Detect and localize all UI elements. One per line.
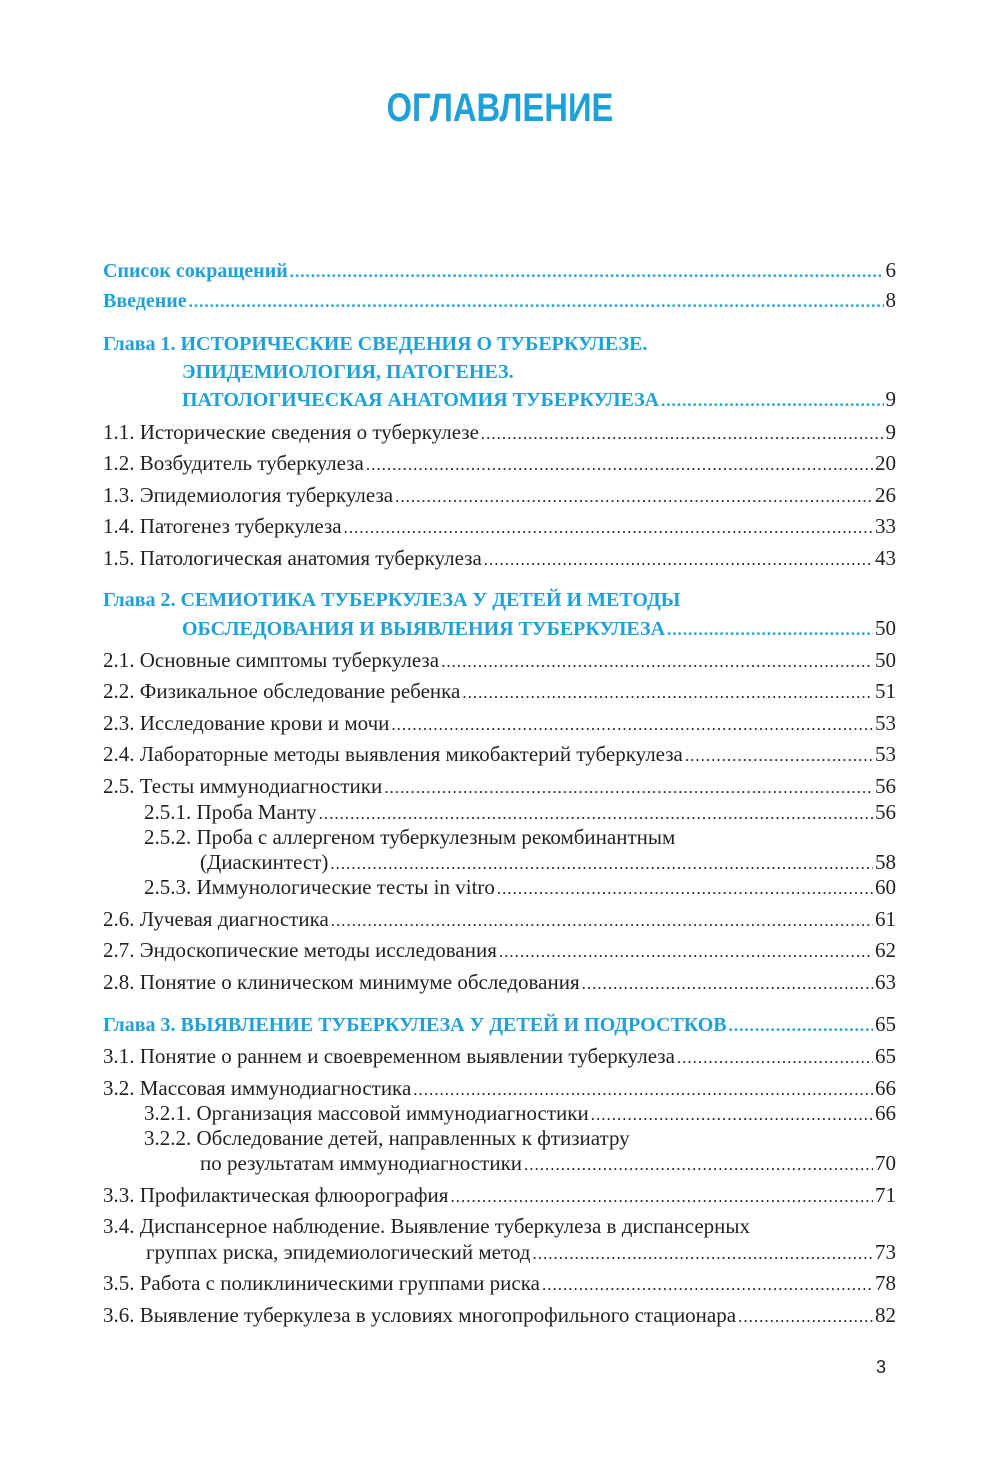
toc-entry[interactable]: 2.1. Основные симптомы туберкулеза ..... 50	[103, 648, 896, 674]
page-number: 3	[876, 1357, 887, 1377]
toc-entry[interactable]: 1.3. Эпидемиология туберкулеза ..... 26	[103, 483, 896, 509]
toc-subentry-line1[interactable]: 3.2.2. Обследование детей, направленных к фтизиатру	[144, 1126, 630, 1150]
page-title: ОГЛАВЛЕНИЕ	[386, 86, 614, 130]
toc-subentry[interactable]: 2.5.1. Проба Манту ..... 56	[144, 800, 896, 826]
toc-subentry-line2[interactable]: (Диаскинтест) ..... 58	[200, 850, 896, 876]
chapter-1-heading-line2: ЭПИДЕМИОЛОГИЯ, ПАТОГЕНЕЗ.	[182, 361, 514, 383]
toc-entry[interactable]: 3.2. Массовая иммунодиагностика ..... 66	[103, 1076, 896, 1102]
toc-subentry-line1[interactable]: 2.5.2. Проба с аллергеном туберкулезным рекомбинантным	[144, 825, 676, 849]
chapter-2-heading-line2[interactable]: ОБСЛЕДОВАНИЯ И ВЫЯВЛЕНИЯ ТУБЕРКУЛЕЗА ..... 50	[182, 616, 896, 642]
toc-entry[interactable]: 3.6. Выявление туберкулеза в условиях многопрофильного стационара ..... 82	[103, 1303, 896, 1329]
chapter-3-heading[interactable]: Глава 3. ВЫЯВЛЕНИЕ ТУБЕРКУЛЕЗА У ДЕТЕЙ И ПОДРОСТКОВ ..... 65	[103, 1012, 896, 1038]
toc-entry[interactable]: 2.7. Эндоскопические методы исследования ..... 62	[103, 938, 896, 964]
toc-entry-line2[interactable]: группах риска, эпидемиологический метод ..... 73	[146, 1240, 896, 1266]
toc-entry[interactable]: 3.3. Профилактическая флюорография ..... 71	[103, 1183, 896, 1209]
toc-entry[interactable]: 2.3. Исследование крови и мочи ..... 53	[103, 711, 896, 737]
toc-entry[interactable]: 2.8. Понятие о клиническом минимуме обследования ..... 63	[103, 970, 896, 996]
toc-entry[interactable]: 3.5. Работа с поликлиническими группами риска ..... 78	[103, 1271, 896, 1297]
toc-entry[interactable]: 1.5. Патологическая анатомия туберкулеза ..... 43	[103, 546, 896, 572]
toc-entry-introduction[interactable]: Введение ..... 8	[103, 288, 896, 314]
toc-entry[interactable]: 3.1. Понятие о раннем и своевременном выявлении туберкулеза ..... 65	[103, 1044, 896, 1070]
toc-entry[interactable]: 2.2. Физикальное обследование ребенка ..... 51	[103, 679, 896, 705]
toc-subentry-line2[interactable]: по результатам иммунодиагностики ..... 70	[200, 1151, 896, 1177]
toc-entry[interactable]: 1.2. Возбудитель туберкулеза ..... 20	[103, 451, 896, 477]
toc-subentry[interactable]: 2.5.3. Иммунологические тесты in vitro ..... 60	[144, 875, 896, 901]
toc-entry-abbreviations[interactable]: Список сокращений ..... 6	[103, 258, 896, 284]
toc-subentry[interactable]: 3.2.1. Организация массовой иммунодиагностики ..... 66	[144, 1101, 896, 1127]
toc-entry[interactable]: 1.4. Патогенез туберкулеза ..... 33	[103, 514, 896, 540]
toc-entry[interactable]: 2.4. Лабораторные методы выявления микобактерий туберкулеза ..... 53	[103, 742, 896, 768]
toc-entry[interactable]: 2.6. Лучевая диагностика ..... 61	[103, 907, 896, 933]
chapter-1-heading-line1[interactable]: Глава 1. ИСТОРИЧЕСКИЕ СВЕДЕНИЯ О ТУБЕРКУЛЕЗЕ.	[103, 333, 648, 355]
chapter-2-heading-line1[interactable]: Глава 2. СЕМИОТИКА ТУБЕРКУЛЕЗА У ДЕТЕЙ И МЕТОДЫ	[103, 589, 681, 611]
chapter-1-heading-line3[interactable]: ПАТОЛОГИЧЕСКАЯ АНАТОМИЯ ТУБЕРКУЛЕЗА ..... 9	[182, 387, 896, 413]
toc-entry-line1[interactable]: 3.4. Диспансерное наблюдение. Выявление туберкулеза в диспансерных	[103, 1214, 750, 1238]
toc-entry[interactable]: 1.1. Исторические сведения о туберкулезе ..... 9	[103, 420, 896, 446]
toc-entry[interactable]: 2.5. Тесты иммунодиагностики ..... 56	[103, 774, 896, 800]
